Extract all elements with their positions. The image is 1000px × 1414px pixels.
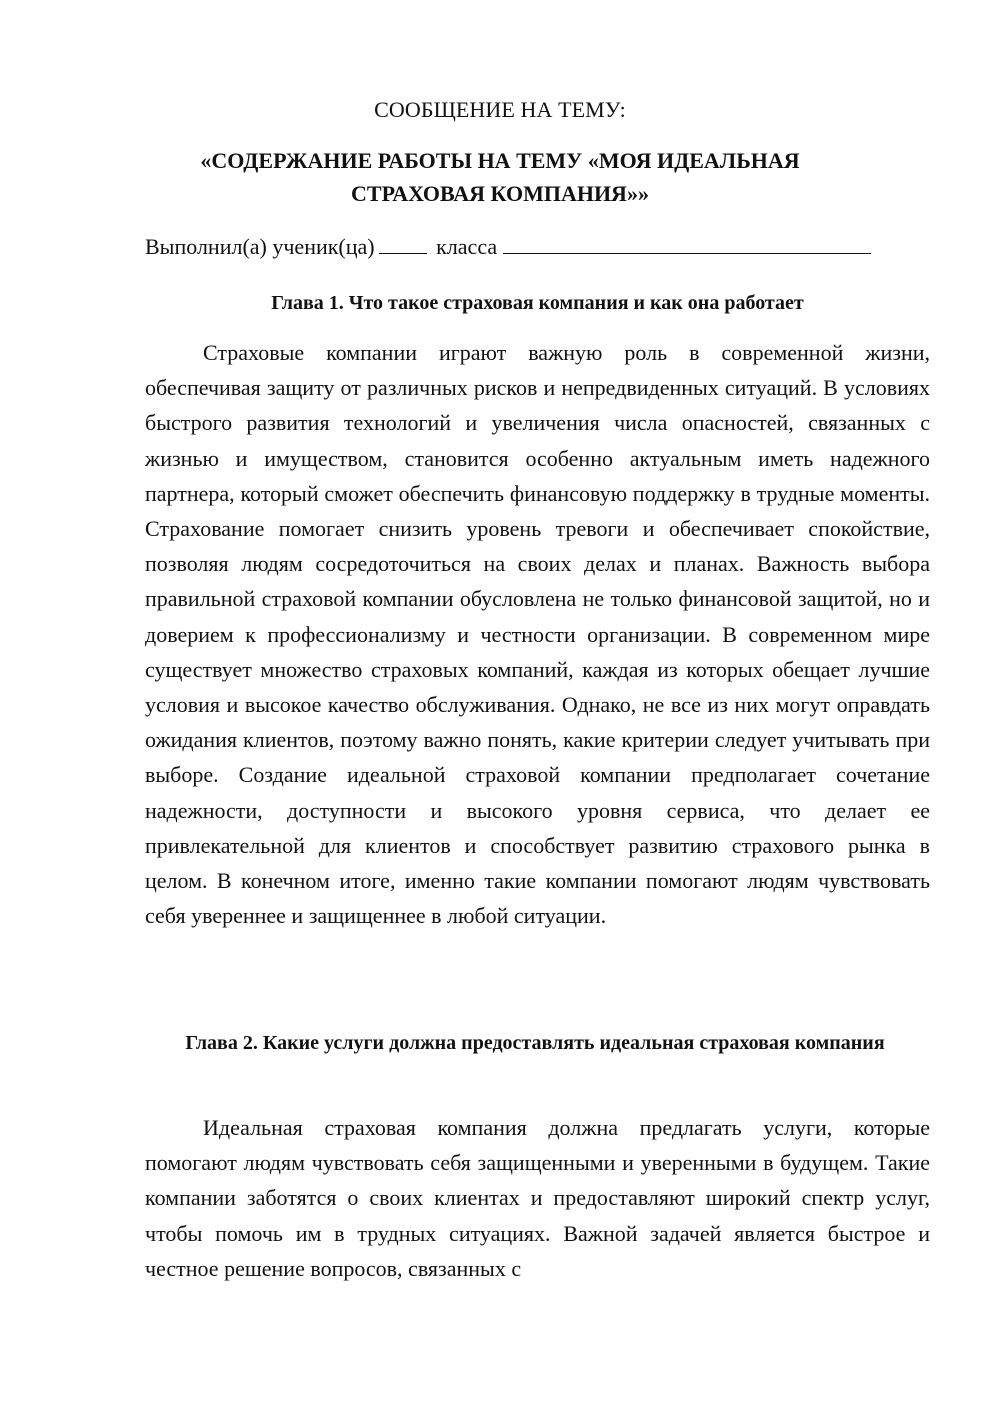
document-label: СООБЩЕНИЕ НА ТЕМУ: — [374, 97, 626, 122]
author-prefix: Выполнил(а) ученик(ца) — [145, 234, 375, 259]
chapter-1-paragraph: Страховые компании играют важную роль в современной жизни, обеспечивая защиту от различных рисков и непредвиденных ситуаций. В условиях быстрого развития технологий и увеличения числа опасностей, связанных с жизнью и имуществом, становится особенно актуальным иметь надежного партнера, который сможет обеспечить финансовую поддержку в трудные моменты. Страхование помогает снизить уровень тревоги и обеспечивает спокойствие, позволяя людям сосредоточиться на своих делах и планах. Важность выбора правильной страховой компании обусловлена не только финансовой защитой, но и доверием к профессионализму и честности организации. В современном мире существует множество страховых компаний, каждая из которых обещает лучшие условия и высокое качество обслуживания. Однако, не все из них могут оправдать ожидания клиентов, поэтому важно понять, какие критерии следует учитывать при выборе. Создание идеальной страховой компании предполагает сочетание надежности, доступности и высокого уровня сервиса, что делает ее привлекательной для клиентов и способствует развитию страхового рынка в целом. В конечном итоге, именно такие компании помогают людям чувствовать себя увереннее и защищеннее в любой ситуации. — [145, 340, 930, 929]
grade-blank — [379, 233, 427, 254]
chapter-1-heading: Глава 1. Что такое страховая компания и как она работает — [271, 292, 804, 314]
author-line — [145, 232, 935, 262]
name-blank — [503, 233, 871, 254]
document-title: «СОДЕРЖАНИЕ РАБОТЫ НА ТЕМУ «МОЯ ИДЕАЛЬНАЯ СТРАХОВАЯ КОМПАНИЯ»» — [200, 148, 800, 206]
chapter-2-paragraph: Идеальная страховая компания должна предлагать услуги, которые помогают людям чувствовать себя защищенными и уверенными в будущем. Такие компании заботятся о своих клиентах и предоставляют широкий спектр услуг, чтобы помочь им в трудных ситуациях. Важной задачей является быстрое и честное решение вопросов, связанных с — [145, 1115, 930, 1281]
class-label: класса — [436, 234, 498, 259]
chapter-2-heading: Глава 2. Какие услуги должна предоставлять идеальная страховая компания — [185, 1032, 885, 1054]
